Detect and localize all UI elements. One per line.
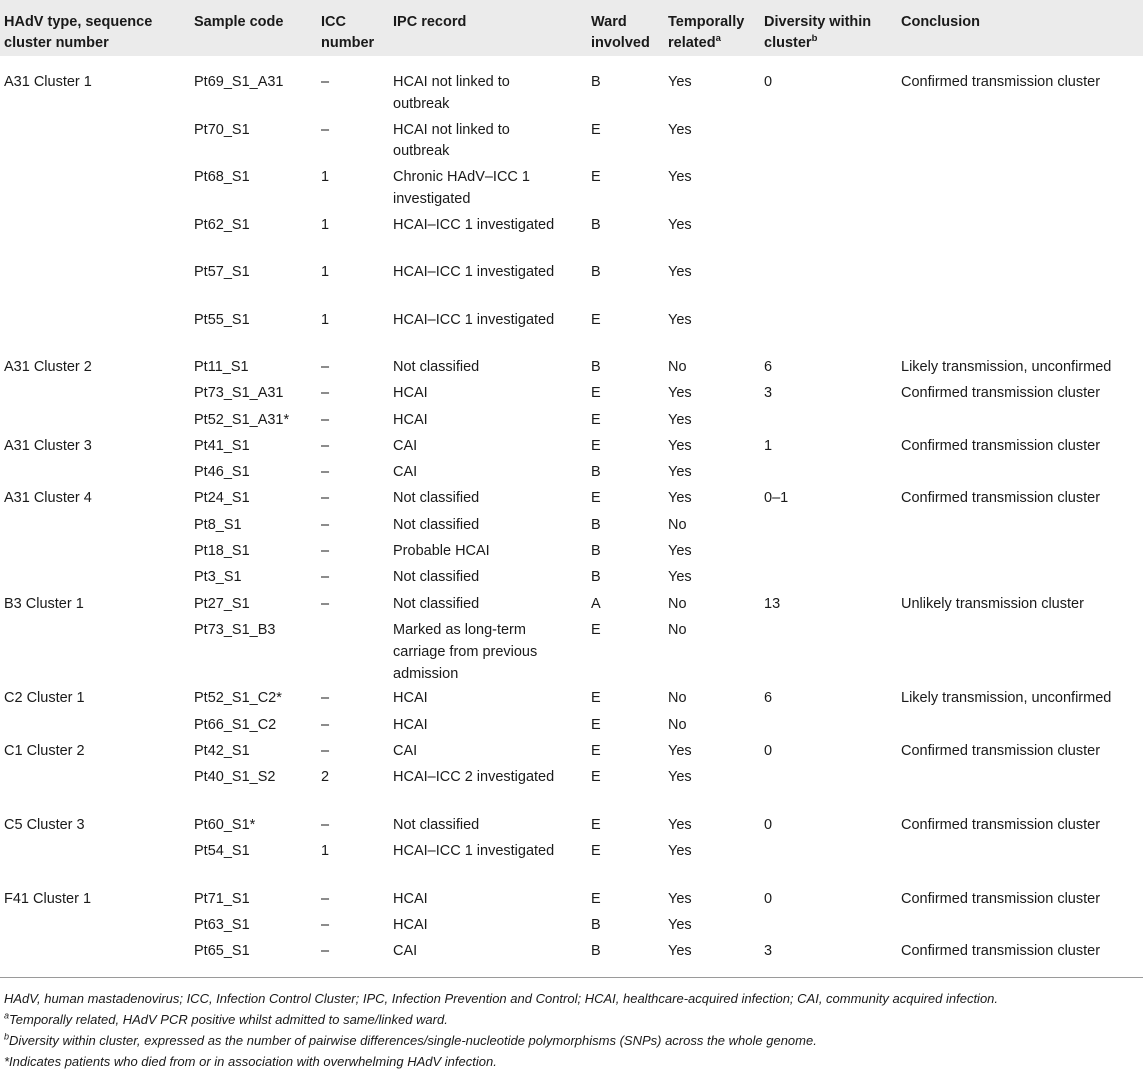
cell-sample: Pt63_S1 xyxy=(194,916,250,933)
cell-temporal: Yes xyxy=(668,411,692,428)
cell-diversity: 3 xyxy=(764,943,773,960)
cell-temporal: Yes xyxy=(668,943,692,960)
cell-ward: E xyxy=(591,690,601,707)
cell-temporal: Yes xyxy=(668,216,692,233)
table-row xyxy=(0,620,1143,689)
cell-ward: E xyxy=(591,411,601,428)
cell-ward: B xyxy=(591,516,601,533)
cell-ipc: HCAI–ICC 1 investigated xyxy=(393,843,555,860)
table-row xyxy=(0,567,1143,593)
cell-ipc: Not classified xyxy=(393,359,480,375)
cell-type xyxy=(0,410,190,436)
cell-temporal: Yes xyxy=(668,843,692,860)
table-row xyxy=(0,515,1143,541)
cell-type xyxy=(0,767,190,815)
cell-icc: – xyxy=(321,890,330,907)
cell-temporal: Yes xyxy=(668,816,692,833)
cell-ward: E xyxy=(591,121,601,138)
cell-temporal: Yes xyxy=(668,121,692,138)
header-ipc: IPC record xyxy=(393,14,467,30)
cell-sample: Pt70_S1 xyxy=(194,121,250,138)
cell-diversity xyxy=(760,310,897,358)
cell-conclusion xyxy=(897,715,1143,741)
cell-type xyxy=(0,567,190,593)
table-row xyxy=(0,72,1143,120)
cell-type: C1 Cluster 2 xyxy=(4,743,85,760)
cell-diversity: 0 xyxy=(764,816,773,833)
cell-ipc: CAI xyxy=(393,743,418,760)
cell-ipc: HCAI xyxy=(393,411,428,428)
cell-icc: – xyxy=(321,385,330,402)
cell-icc: 1 xyxy=(321,169,330,185)
cell-type: A31 Cluster 1 xyxy=(4,74,92,90)
cell-conclusion: Confirmed transmission cluster xyxy=(901,890,1101,907)
cell-type xyxy=(0,462,190,488)
cell-conclusion xyxy=(897,620,1143,689)
cell-conclusion xyxy=(897,462,1143,488)
cell-sample: Pt52_S1_C2* xyxy=(194,690,282,707)
cell-ipc: HCAI–ICC 1 investigated xyxy=(393,311,555,328)
cell-type: A31 Cluster 4 xyxy=(4,490,92,507)
cell-conclusion xyxy=(897,541,1143,567)
cell-diversity xyxy=(760,410,897,436)
cell-temporal: Yes xyxy=(668,569,692,586)
cell-icc: – xyxy=(321,743,330,760)
cell-type: F41 Cluster 1 xyxy=(4,890,92,907)
table-row xyxy=(0,841,1143,889)
cell-conclusion xyxy=(897,767,1143,815)
cell-ipc: Not classified xyxy=(393,490,480,507)
cell-ipc: HCAI xyxy=(393,385,428,402)
cell-ipc: Chronic HAdV–ICC 1 investigated xyxy=(393,169,530,207)
cell-conclusion xyxy=(897,515,1143,541)
cell-type xyxy=(0,515,190,541)
cell-sample: Pt62_S1 xyxy=(194,216,250,233)
cell-temporal: Yes xyxy=(668,74,692,90)
cell-diversity: 6 xyxy=(764,359,773,375)
cell-temporal: Yes xyxy=(668,437,692,454)
cell-type: A31 Cluster 3 xyxy=(4,437,92,454)
cell-conclusion: Confirmed transmission cluster xyxy=(901,743,1101,760)
header-icc: ICC number xyxy=(321,14,375,51)
cell-diversity xyxy=(760,841,897,889)
cell-ward: B xyxy=(591,916,601,933)
cell-ward: E xyxy=(591,743,601,760)
cell-temporal: Yes xyxy=(668,890,692,907)
cell-icc: – xyxy=(321,595,330,612)
table-row xyxy=(0,383,1143,409)
cell-sample: Pt69_S1_A31 xyxy=(194,74,284,90)
cell-diversity xyxy=(760,620,897,689)
footnote-b: $^b$Diversity within cluster, expressed as the number of pairwise differences/single-nucleotide polymorphisms (SNPs) across the whole genome. xyxy=(4,1031,817,1048)
cell-icc xyxy=(317,620,389,689)
table-row xyxy=(0,941,1143,967)
cell-ipc: Not classified xyxy=(393,595,480,612)
cell-sample: Pt40_S1_S2 xyxy=(194,769,276,786)
cell-icc: 1 xyxy=(321,264,330,280)
header-conclusion: Conclusion xyxy=(901,14,980,30)
table-row xyxy=(0,215,1143,263)
header-sample: Sample code xyxy=(194,14,284,30)
cell-icc: 1 xyxy=(321,311,330,328)
table-header xyxy=(0,0,1143,72)
cell-icc: – xyxy=(321,359,330,375)
cell-ward: E xyxy=(591,490,601,507)
cell-sample: Pt73_S1_B3 xyxy=(194,621,276,638)
cell-icc: – xyxy=(321,916,330,933)
cell-sample: Pt11_S1 xyxy=(194,359,249,375)
cell-type: C5 Cluster 3 xyxy=(4,816,85,833)
cell-diversity xyxy=(760,715,897,741)
footnote-asterisk: *Indicates patients who died from or in association with overwhelming HAdV infection. xyxy=(4,1054,497,1069)
footnote-abbreviations: HAdV, human mastadenovirus; ICC, Infection Control Cluster; IPC, Infection Prevention and Control; HCAI, healthcare-acquired infection; CAI, community acquired infection. xyxy=(4,991,999,1006)
cell-diversity: 13 xyxy=(764,595,781,612)
table-row xyxy=(0,767,1143,815)
cell-sample: Pt55_S1 xyxy=(194,311,250,328)
cell-temporal: No xyxy=(668,690,687,707)
cell-type xyxy=(0,310,190,358)
cell-ward: B xyxy=(591,543,601,560)
cell-temporal: Yes xyxy=(668,464,692,481)
cell-temporal: Yes xyxy=(668,743,692,760)
cell-type xyxy=(0,215,190,263)
cell-icc: 2 xyxy=(321,769,330,786)
cell-sample: Pt42_S1 xyxy=(194,743,250,760)
cell-ipc: Not classified xyxy=(393,516,480,533)
cell-type xyxy=(0,120,190,168)
cell-type xyxy=(0,841,190,889)
cell-icc: – xyxy=(321,411,330,428)
cell-type: C2 Cluster 1 xyxy=(4,690,85,707)
cell-conclusion: Likely transmission, unconfirmed xyxy=(901,359,1112,375)
cell-diversity xyxy=(760,567,897,593)
header-temporal: Temporally related$^a$ xyxy=(668,14,745,51)
cell-conclusion xyxy=(897,410,1143,436)
cell-diversity: 1 xyxy=(764,437,773,454)
cell-type xyxy=(0,915,190,941)
cell-ward: E xyxy=(591,311,601,328)
table-row xyxy=(0,488,1143,514)
cell-diversity xyxy=(760,167,897,215)
cell-ward: E xyxy=(591,816,601,833)
table-bottom-rule xyxy=(0,968,1143,978)
cell-diversity xyxy=(760,262,897,310)
cell-ipc: HCAI–ICC 1 investigated xyxy=(393,216,555,233)
cell-diversity: 6 xyxy=(764,690,773,707)
cell-ipc: HCAI–ICC 2 investigated xyxy=(393,769,555,786)
cell-sample: Pt60_S1* xyxy=(194,816,256,833)
table-row xyxy=(0,889,1143,915)
cell-ipc: CAI xyxy=(393,943,418,960)
cell-icc: – xyxy=(321,543,330,560)
cell-conclusion: Confirmed transmission cluster xyxy=(901,437,1101,454)
cell-icc: – xyxy=(321,943,330,960)
cell-ward: E xyxy=(591,890,601,907)
cell-ipc: HCAI xyxy=(393,716,428,733)
table-footnotes xyxy=(4,988,1139,1072)
cell-type xyxy=(0,941,190,967)
cell-sample: Pt71_S1 xyxy=(194,890,250,907)
table-row xyxy=(0,120,1143,168)
cell-ward: B xyxy=(591,264,601,280)
header-ward: Ward involved xyxy=(591,14,650,51)
cell-icc: – xyxy=(321,816,330,833)
table-row xyxy=(0,167,1143,215)
cell-ipc: Not classified xyxy=(393,569,480,586)
cell-temporal: No xyxy=(668,716,687,733)
cell-sample: Pt57_S1 xyxy=(194,264,250,280)
cell-diversity xyxy=(760,515,897,541)
cell-conclusion: Confirmed transmission cluster xyxy=(901,74,1101,90)
cell-ipc: Not classified xyxy=(393,816,480,833)
cell-temporal: No xyxy=(668,595,687,612)
cell-sample: Pt65_S1 xyxy=(194,943,250,960)
table-row xyxy=(0,436,1143,462)
cell-ipc: Probable HCAI xyxy=(393,543,490,560)
cell-ward: B xyxy=(591,359,601,375)
cell-temporal: Yes xyxy=(668,769,692,786)
cell-icc: – xyxy=(321,490,330,507)
cell-ipc: HCAI not linked to outbreak xyxy=(393,121,510,160)
cell-conclusion xyxy=(897,915,1143,941)
cell-sample: Pt27_S1 xyxy=(194,595,250,612)
cell-ipc: HCAI xyxy=(393,916,428,933)
cell-sample: Pt54_S1 xyxy=(194,843,250,860)
cell-temporal: No xyxy=(668,359,687,375)
cell-ward: E xyxy=(591,769,601,786)
cell-ipc: CAI xyxy=(393,464,418,481)
cell-diversity: 0 xyxy=(764,743,773,760)
cell-diversity: 0–1 xyxy=(764,490,789,507)
cell-conclusion: Confirmed transmission cluster xyxy=(901,816,1101,833)
cell-type xyxy=(0,620,190,689)
cell-sample: Pt24_S1 xyxy=(194,490,250,507)
cell-temporal: No xyxy=(668,621,687,638)
cell-conclusion: Confirmed transmission cluster xyxy=(901,943,1101,960)
cell-temporal: No xyxy=(668,516,687,533)
cell-ward: B xyxy=(591,943,601,960)
table-row xyxy=(0,541,1143,567)
cell-type xyxy=(0,262,190,310)
table-row xyxy=(0,741,1143,767)
table-row xyxy=(0,262,1143,310)
cell-diversity xyxy=(760,120,897,168)
cell-sample: Pt46_S1 xyxy=(194,464,250,481)
cell-icc: – xyxy=(321,464,330,481)
cell-ipc: HCAI–ICC 1 investigated xyxy=(393,264,555,280)
table-body xyxy=(0,72,1143,968)
cell-temporal: Yes xyxy=(668,385,692,402)
cell-ward: B xyxy=(591,216,601,233)
cell-ward: E xyxy=(591,621,601,638)
cell-ward: E xyxy=(591,843,601,860)
cell-diversity xyxy=(760,462,897,488)
cell-conclusion xyxy=(897,167,1143,215)
header-diversity: Diversity within cluster$^b$ xyxy=(764,14,872,51)
cell-diversity xyxy=(760,767,897,815)
cell-conclusion: Likely transmission, unconfirmed xyxy=(901,690,1112,707)
cell-icc: – xyxy=(321,121,330,138)
cell-ward: E xyxy=(591,385,601,402)
cell-diversity: 0 xyxy=(764,74,773,90)
cell-diversity xyxy=(760,915,897,941)
cell-sample: Pt3_S1 xyxy=(194,569,242,586)
cell-ward: B xyxy=(591,464,601,481)
cell-icc: 1 xyxy=(321,843,330,860)
table-row xyxy=(0,357,1143,383)
cell-diversity xyxy=(760,215,897,263)
cell-icc: – xyxy=(321,516,330,533)
cell-sample: Pt18_S1 xyxy=(194,543,250,560)
table-row xyxy=(0,715,1143,741)
footnote-a: $^a$Temporally related, HAdV PCR positive whilst admitted to same/linked ward. xyxy=(4,1010,448,1027)
cell-ipc: HCAI xyxy=(393,690,428,707)
cell-conclusion xyxy=(897,215,1143,263)
table-row xyxy=(0,915,1143,941)
cell-conclusion xyxy=(897,567,1143,593)
cell-ward: E xyxy=(591,437,601,454)
cell-diversity: 3 xyxy=(764,385,773,402)
cell-temporal: Yes xyxy=(668,311,692,328)
cell-conclusion xyxy=(897,310,1143,358)
cell-diversity: 0 xyxy=(764,890,773,907)
cell-ipc: HCAI not linked to outbreak xyxy=(393,74,510,112)
cell-conclusion xyxy=(897,120,1143,168)
table-row xyxy=(0,310,1143,358)
table-row xyxy=(0,815,1143,841)
cell-ward: E xyxy=(591,169,601,185)
cell-type xyxy=(0,541,190,567)
cell-icc: – xyxy=(321,569,330,586)
cell-sample: Pt66_S1_C2 xyxy=(194,716,277,733)
cell-conclusion: Unlikely transmission cluster xyxy=(901,595,1084,612)
cell-conclusion xyxy=(897,841,1143,889)
cell-icc: – xyxy=(321,690,330,707)
table-row xyxy=(0,462,1143,488)
header-row xyxy=(0,0,1143,56)
cell-ward: B xyxy=(591,74,601,90)
cell-ward: B xyxy=(591,569,601,586)
cell-type: B3 Cluster 1 xyxy=(4,595,84,612)
cell-sample: Pt73_S1_A31 xyxy=(194,385,284,402)
cell-temporal: Yes xyxy=(668,916,692,933)
cell-icc: 1 xyxy=(321,216,330,233)
cell-diversity xyxy=(760,541,897,567)
cell-ward: A xyxy=(591,595,601,612)
cell-sample: Pt68_S1 xyxy=(194,169,250,185)
cell-sample: Pt41_S1 xyxy=(194,437,250,454)
cell-temporal: Yes xyxy=(668,264,692,280)
header-type: HAdV type, sequence cluster number xyxy=(4,14,153,51)
cell-conclusion: Confirmed transmission cluster xyxy=(901,385,1101,402)
cell-ipc: HCAI xyxy=(393,890,428,907)
table-row xyxy=(0,594,1143,620)
cell-temporal: Yes xyxy=(668,490,692,507)
cell-ipc: Marked as long-term carriage from previous admission xyxy=(393,621,538,682)
cell-type xyxy=(0,167,190,215)
cell-temporal: Yes xyxy=(668,169,692,185)
cell-type: A31 Cluster 2 xyxy=(4,359,92,375)
table-row xyxy=(0,688,1143,714)
cell-conclusion xyxy=(897,262,1143,310)
cell-conclusion: Confirmed transmission cluster xyxy=(901,490,1101,507)
cell-sample: Pt8_S1 xyxy=(194,516,242,533)
cell-icc: – xyxy=(321,716,330,733)
cell-ward: E xyxy=(591,716,601,733)
table-row xyxy=(0,410,1143,436)
cell-type xyxy=(0,383,190,409)
cell-icc: – xyxy=(321,74,330,90)
cell-type xyxy=(0,715,190,741)
cell-ipc: CAI xyxy=(393,437,418,454)
cell-sample: Pt52_S1_A31* xyxy=(194,411,290,428)
cell-icc: – xyxy=(321,437,330,454)
cell-temporal: Yes xyxy=(668,543,692,560)
